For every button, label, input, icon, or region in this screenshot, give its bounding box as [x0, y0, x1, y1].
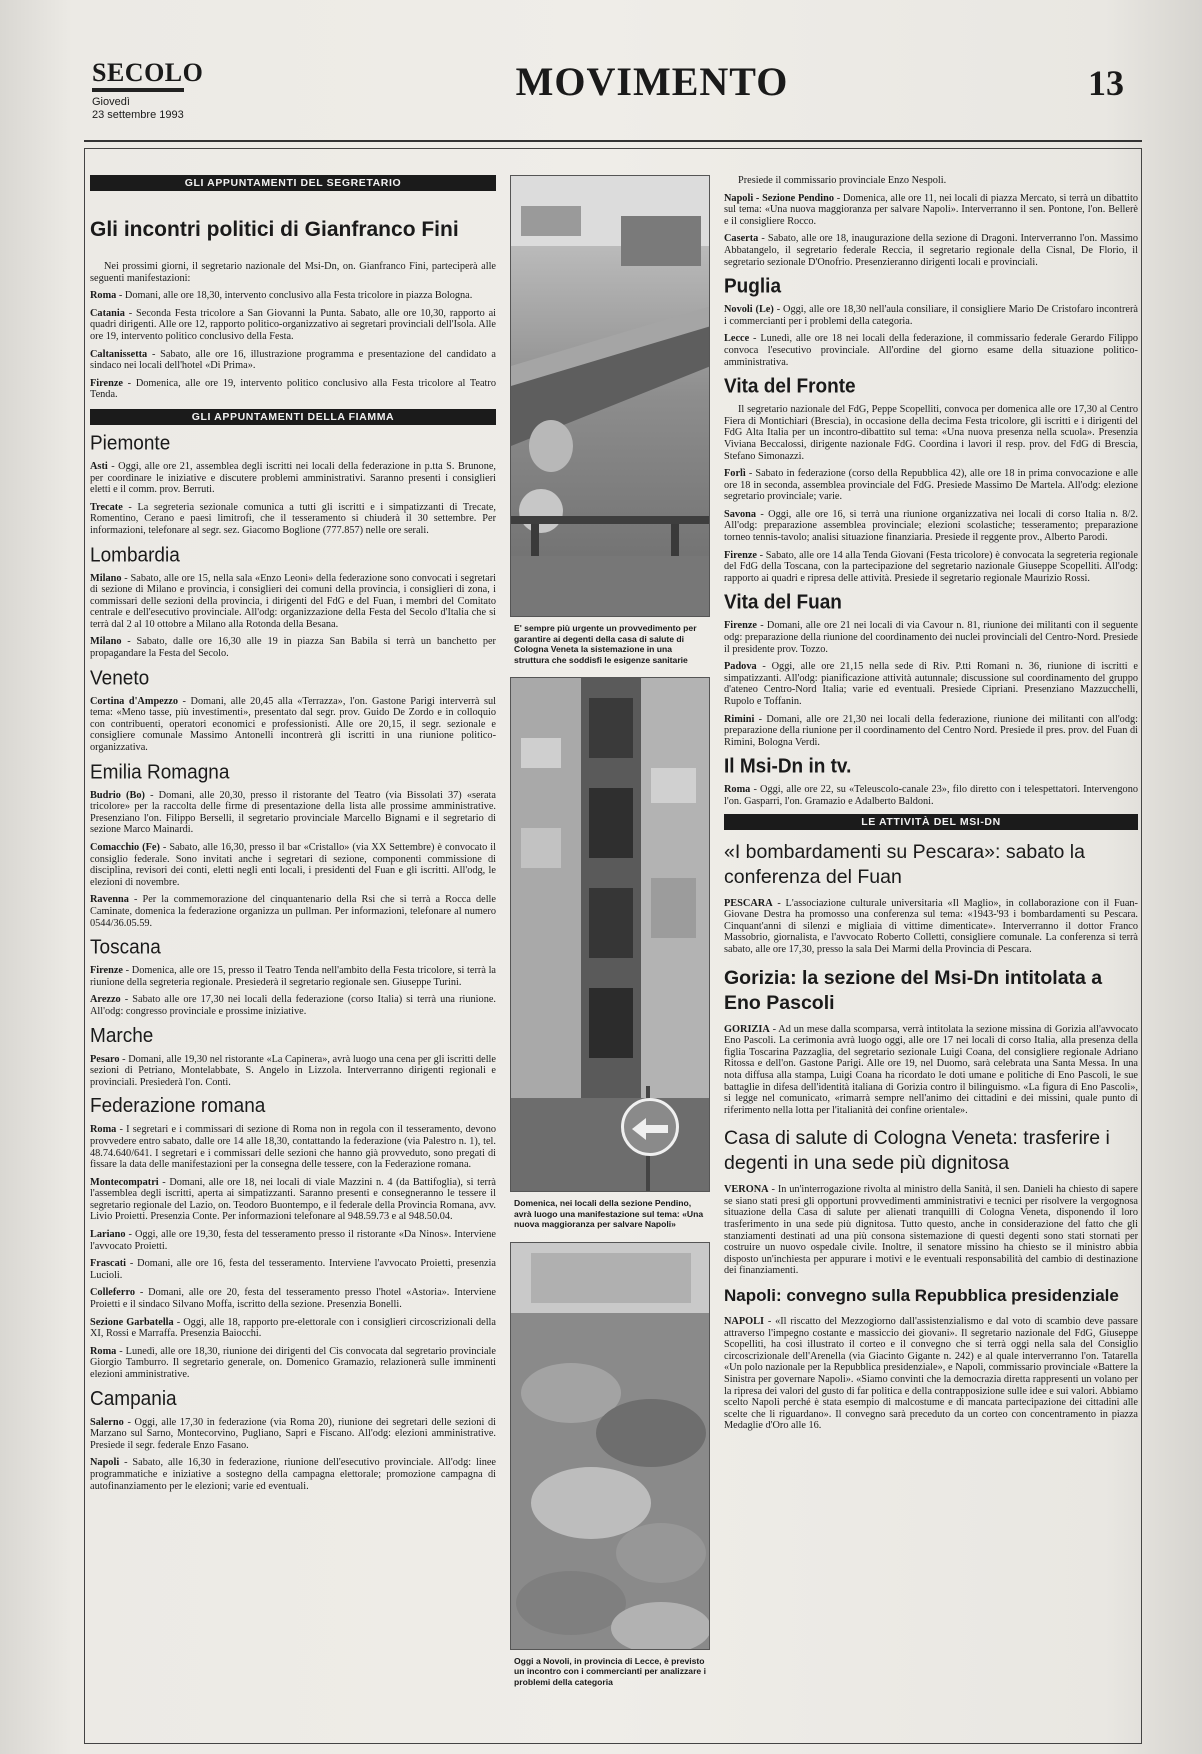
fini-item	[90, 349, 496, 372]
item-text: Presiede il commissario provinciale Enzo Nespoli.	[738, 175, 947, 186]
item-text: - Oggi, alle ore 18,30 nell'aula consiliare, il consigliere Mario De Cristofaro incontrerà i commercianti per i problemi della categoria.	[724, 304, 1138, 327]
item-location: Salerno	[90, 1416, 124, 1428]
item-text: - Oggi, alle ore 22, su «Teleuscolo-canale 23», filo diretto con i telespettatori. Intervengono l'on. Gasparri, l'on. Gramazio e Adalberto Baldoni.	[724, 784, 1138, 807]
heading-fronte: Vita del Fronte	[724, 375, 856, 398]
puglia-items	[724, 304, 1138, 368]
column-left	[90, 175, 496, 1498]
fuan-item	[724, 714, 1138, 749]
region-item	[90, 790, 496, 836]
issue-day: Giovedì	[92, 96, 130, 108]
fuan-item	[724, 661, 1138, 707]
region-heading: Veneto	[90, 667, 150, 690]
item-text: - Domani, alle 20,45 alla «Terrazza», l'on. Gastone Parigi interverrà sul tema: «Meno tasse, più investimenti», presentato dal segr. prov. Guido De Zordo e in colloquio con contribuenti, operatori economici e professionisti. Alle ore 20,15, il segr. sezionale e consigliere comunale Massimo Antonelli incontrerà gli iscritti in una riunione politico-organizzativa.	[90, 695, 496, 754]
item-location: Caserta	[724, 233, 759, 245]
fronte-item	[724, 404, 1138, 462]
fronte-item	[724, 550, 1138, 585]
item-text: - Oggi, alle ore 21,15 nella sede di Riv. P.tti Romani n. 36, riunione di iscritti e simpatizzanti. All'odg: pianificazione attività autunnale; discussione sul coordinamento del gruppo d'ateneo Centro-Nord Italia; varie ed eventuali. Presiede Cipriani. Presenziano Mazzucchelli, Rupolo e Toffanin.	[724, 661, 1138, 707]
region-heading: Toscana	[90, 936, 161, 959]
item-location: Firenze	[724, 549, 757, 561]
fini-item	[90, 308, 496, 343]
header-rule	[84, 140, 1142, 142]
headline-napoli: Napoli: convegno sulla Repubblica presidenziale	[724, 1286, 1119, 1306]
region-item	[90, 994, 496, 1017]
item-text: - Domani, alle ore 20, festa del tesseramento presso l'hotel «Astoria». Interviene Proietti e il sindaco Silvano Moffa, iscritto della sezione. Presenzia Bonelli.	[90, 1287, 496, 1311]
photo-caption-2: Domenica, nei locali della sezione Pendino, avrà luogo una manifestazione sul tema: «Una nuova maggioranza per salvare Napoli»	[514, 1198, 704, 1229]
region-items	[90, 1417, 496, 1493]
fuan-items	[724, 620, 1138, 748]
item-text: Il segretario nazionale del FdG, Peppe Scopelliti, convoca per domenica alle ore 17,30 al Centro Fiera di Montichiari (Brescia), in occasione della decima Festa tricolore, gli iscritti e i dirigenti del FdG Alta Italia per un incontro-dibattito sul tema: «Una nuova presenza nella scuola». Presenzia Viviana Beccalossi, dirigente nazionale FdG. Coordina i lavori il resp. prov. del FdG di Brescia, Stefano Simonazzi.	[724, 404, 1138, 462]
tv-item	[724, 784, 1138, 807]
item-location: Montecompatri	[90, 1176, 159, 1188]
item-location: Caltanissetta	[90, 348, 148, 360]
item-text: - Sabato in federazione (corso della Repubblica 42), alle ore 18 in prima convocazione e alle ore 18 in seconda, assemblea provinciale del FdG. Presiede Massimo De Martela. All'odg: elezione segretario provinciale; varie.	[724, 468, 1138, 503]
column-right	[724, 175, 1138, 1438]
article-cologna	[724, 1184, 1138, 1277]
page-number: 13	[1088, 63, 1124, 103]
heading-tv: Il Msi-Dn in tv.	[724, 755, 852, 778]
item-location: Forlì	[724, 468, 746, 480]
item-text: - Sabato, alle ore 16, illustrazione programma e presentazione del candidato a sindaco nei locali dell'hotel «Di Prima».	[90, 348, 496, 372]
heading-fuan: Vita del Fuan	[724, 591, 842, 614]
intro-paragraph: Nei prossimi giorni, il segretario nazionale del Msi-Dn, on. Gianfranco Fini, parteciperà alle seguenti manifestazioni:	[90, 261, 496, 284]
region-item	[90, 1229, 496, 1252]
item-location: Milano	[90, 636, 122, 648]
item-location: Roma	[90, 1345, 117, 1357]
item-text: - Sabato alle ore 17,30 nei locali della federazione (corso Italia) si terrà una riunione. All'odg: congresso provinciale e prossime iniziative.	[90, 994, 496, 1017]
puglia-item	[724, 333, 1138, 368]
region-items	[90, 1124, 496, 1380]
region-item	[90, 842, 496, 888]
region-items	[90, 461, 496, 537]
item-location: Napoli - Sezione Pendino	[724, 192, 835, 204]
item-text: - Domani, alle ore 18, nei locali di viale Mazzini n. 4 (da Battifoglia), si terrà l'assemblea degli iscritti, aperta ai simpatizzanti. Saranno presenti e consegneranno le tessere il segretario regionale del Lazio, on. Teodoro Buontempo, e il federale della Provincia Romana, avv. Livio Proietti. Presenzia Conte. Per informazioni telefonare al 948.59.73 e al 948.50.04.	[90, 1176, 496, 1223]
item-location: Lecce	[724, 333, 750, 345]
region-item	[90, 1417, 496, 1452]
item-text: - Domani, alle 19,30 nel ristorante «La Capinera», avrà luogo una cena per gli iscritti delle sezioni di Petriano, Montelabbate, S. Angelo in Lizzola. Interverranno dirigenti regionali e provinciali. Presiederà l'on. Conti.	[90, 1053, 496, 1088]
item-location: Rimini	[724, 713, 755, 725]
item-location: Budrio (Bo)	[90, 789, 145, 801]
item-text: - Seconda Festa tricolore a San Giovanni la Punta. Sabato, alle ore 10,30, rapporto ai quadri dirigenti. Alle ore 12, rapporto politico-organizzativo ai segretari provinciali dell'Isola. Alle ore 19, intervento politico conclusivo della Festa.	[90, 307, 496, 342]
region-heading: Marche	[90, 1024, 154, 1048]
fini-appointments	[90, 290, 496, 401]
photo-cologna-veneta	[510, 175, 710, 617]
region-items	[90, 965, 496, 1017]
article-cologna-text: - In un'interrogazione rivolta al ministro della Sanità, il sen. Danieli ha chiesto di sapere se siano stati presi gli opportuni provvedimenti amministrativi e tecnici per risolvere la vergognosa situazione della Casa di salute per alienati tranquilli di Cologna Veneta, disponendo il loro trasferimento in una sede più dignitosa. Tutto questo, anche in considerazione del fatto che gli stanziamenti destinati ad una più consona sistemazione di questi degenti sono stati stornati per costruire un nuovo ospedale civile. Inoltre, il senatore missino ha chiesto se il ministro abbia disposto un'inchiesta per appurare i motivi e le eventuali responsabilità del cambio di destinazione dei finanziamenti.	[724, 1184, 1138, 1277]
item-location: Arezzo	[90, 994, 121, 1006]
photo-caption-3: Oggi a Novoli, in provincia di Lecce, è previsto un incontro con i commercianti per analizzare i problemi della categoria	[514, 1655, 706, 1687]
item-location: Novoli (Le)	[724, 304, 774, 316]
item-text: - Domenica, alle ore 19, intervento politico conclusivo alla Festa tricolore al Teatro Tenda.	[90, 377, 496, 401]
item-text: - Oggi, alle 17,30 in federazione (via Roma 20), riunione dei segretari delle sezioni di Marzano sul Sarno, Montecorvino, Pugliano, Sapri e Fiscano. All'odg: elezioni amministrative. Presiede il segr. federale Enzo Fasano.	[90, 1416, 496, 1451]
item-location: Savona	[724, 508, 757, 520]
item-text: - I segretari e i commissari di sezione di Roma non in regola con il tesseramento, devono provvedere entro sabato, dalle ore 14 alle 18,30, contattando la federazione (via Palestro n. 1), tel. 48.74.640/641. I segretari e i commissari delle sezioni che hanno già provveduto, sono pregati di fissare la data delle manifestazioni per la consegna delle tessere, con la Federazione romana.	[90, 1124, 496, 1171]
region-item	[90, 1346, 496, 1381]
region-item	[90, 894, 496, 929]
item-text: - Oggi, alle ore 19,30, festa del tesseramento presso il ristorante «Da Ninos». Interviene l'avvocato Proietti.	[90, 1229, 496, 1252]
region-items	[90, 573, 496, 660]
newspaper-logo: SECOLO	[92, 58, 204, 87]
banner-attivita: LE ATTIVITÀ DEL MSI-DN	[724, 814, 1138, 830]
item-location: Firenze	[724, 620, 757, 632]
article-napoli	[724, 1316, 1138, 1432]
item-text: - Sabato, alle ore 18, inaugurazione della sezione di Dragoni. Interverranno l'on. Massimo Abbatangelo, il segretario federale Reccia, il segretario regionale della Cisnal, De Florio, il segretario sezionale D'Onofrio. Presenzieranno dirigenti locali e provinciali.	[724, 233, 1138, 268]
item-location: Catania	[90, 307, 125, 319]
region-items	[90, 1054, 496, 1089]
item-text: - Oggi, alle 18, rapporto pre-elettorale con i consiglieri circoscrizionali della XI, Rossi e Marraffa. Presenzia Baiocchi.	[90, 1316, 496, 1340]
fronte-items	[724, 404, 1138, 584]
item-text: - Oggi, alle ore 16, si terrà una riunione organizzativa nei locali di corso Italia n. 8/2. All'odg: preparazione assemblea provinciale; elezioni scolastiche; tesseramento; preparazione torneo tennis-tavolo; analisi situazione finanziaria. Presiede il reggente prov., Alberto Parodi.	[724, 508, 1138, 544]
photo-novoli-market	[510, 1242, 710, 1650]
dateline-verona: VERONA	[724, 1184, 769, 1196]
dateline-pescara: PESCARA	[724, 897, 773, 909]
fini-item	[90, 378, 496, 401]
item-location: Frascati	[90, 1258, 127, 1270]
item-location: Colleferro	[90, 1287, 135, 1299]
fuan-item	[724, 620, 1138, 655]
issue-date: 23 settembre 1993	[92, 109, 184, 121]
item-text: - Domani, alle 20,30, presso il ristorante del Teatro (via Bissolati 37) «serata tricolore» per la raccolta delle firme di presentazione della lista alle prossime amministrative. Presenziano l'on. Filippo Berselli, il segretario provinciale Marcello Bignami e il segretario di sezione Marco Mainardi.	[90, 789, 496, 836]
headline-pescara: «I bombardamenti su Pescara»: sabato la conferenza del Fuan	[724, 840, 1085, 888]
fronte-item	[724, 468, 1138, 503]
regional-appointments	[90, 433, 496, 1492]
tv-items	[724, 784, 1138, 807]
region-items	[90, 790, 496, 930]
headline-fini: Gli incontri politici di Gianfranco Fini	[90, 218, 459, 241]
arrow-shaft	[638, 1125, 668, 1133]
region-heading: Lombardia	[90, 543, 180, 566]
item-location: Padova	[724, 661, 757, 673]
article-gorizia-text: - Ad un mese dalla scomparsa, verrà intitolata la sezione missina di Gorizia all'avvocato Eno Pascoli. La cerimonia avrà luogo oggi, alle ore 17 nei locali di corso Italia, alla presenza della figlia Toscarina Pazzaglia, del segretario sezionale Luigi Coana, del consigliere regionale Adriano Ritossa e dell'on. Gastone Parigi. Alle ore 19, nel Duomo, sarà celebrata una Santa Messa. In una nota diffusa alla stampa, Luigi Coana ha ricordato le doti umane e politiche di Eno Pascoli, le sue battaglie in difesa dell'identità italiana di Gorizia contro il bilinguismo. «La figura di Eno Pascoli», si legge nel comunicato, «rimarrà sempre nell'animo dei cittadini e dei missini, quale punto di riferimento nella lotta per l'italianità dei confine orientale».	[724, 1023, 1138, 1116]
item-location: Firenze	[90, 377, 123, 389]
item-location: Sezione Garbatella	[90, 1316, 174, 1328]
campania-item	[724, 175, 1138, 187]
item-location: Pesaro	[90, 1053, 120, 1065]
photo-caption-1: E' sempre più urgente un provvedimento per garantire ai degenti della casa di salute di Cologna Veneta la sistemazione in una struttura che soddisfi le esigenze sanitarie	[514, 623, 697, 665]
region-item	[90, 1054, 496, 1089]
heading-puglia: Puglia	[724, 275, 782, 298]
region-item	[90, 636, 496, 659]
region-item	[90, 1287, 496, 1310]
item-text: - Domani, alle ore 16, festa del tesseramento. Interviene l'avvocato Proietti, presenzia Lucioli.	[90, 1258, 496, 1281]
item-text: - Domenica, alle ore 11, nei locali di piazza Mercato, si terrà un dibattito sul tema: «Una nuova maggioranza per salvare Napoli». Interverranno il sen. Pontone, l'on. Bellerè e il consigliere Rocco.	[724, 192, 1139, 227]
region-heading: Piemonte	[90, 432, 171, 455]
item-location: Trecate	[90, 501, 123, 513]
section-title: MOVIMENTO	[515, 59, 789, 104]
item-text: - Domani, alle ore 21,30 nei locali della federazione, riunione dei militanti con all'odg: preparazione della riunione per il coordinamento del Centro Nord. Presiede il pres. prov. del Fuan di Rimini, Bologna Verdi.	[724, 713, 1138, 748]
region-item	[90, 965, 496, 988]
article-gorizia	[724, 1024, 1138, 1117]
no-entry-sign-icon	[621, 1098, 679, 1156]
item-location: Asti	[90, 460, 108, 472]
region-heading: Federazione romana	[90, 1095, 266, 1118]
banner-secretary: GLI APPUNTAMENTI DEL SEGRETARIO	[90, 175, 496, 191]
region-item	[90, 1258, 496, 1281]
column-photos	[510, 175, 710, 1699]
banner-fiamma: GLI APPUNTAMENTI DELLA FIAMMA	[90, 409, 496, 425]
article-pescara	[724, 898, 1138, 956]
region-item	[90, 1177, 496, 1223]
item-location: Lariano	[90, 1229, 126, 1241]
dateline-gorizia: GORIZIA	[724, 1023, 770, 1035]
masthead	[92, 52, 1132, 128]
item-text: - La segreteria sezionale comunica a tutti gli iscritti e i simpatizzanti di Trecate, Romentino, Cerano e paesi limitrofi, che il tesseramento si chiuderà il 30 settembre. Per informazioni, telefonare al segr. sez. Giacomo Boglione (777.857) nelle ore serali.	[90, 501, 496, 536]
fini-item	[90, 290, 496, 302]
item-location: Roma	[724, 784, 751, 796]
logo-underline	[92, 88, 184, 92]
region-heading: Campania	[90, 1388, 177, 1411]
region-item	[90, 696, 496, 754]
campania-item	[724, 193, 1138, 228]
article-napoli-text: - «Il riscatto del Mezzogiorno dall'assistenzialismo e dal voto di scambio deve passare attraverso l'impegno costante e massiccio dei giovani». Il segretario nazionale del FdG, Giuseppe Scopelliti, ha così illustrato il corteo e il convegno che si terrà oggi nella sala del Consiglio circoscrizionale dell'Arenella (via Giacinto Gigante n. 242) e al quale interverranno l'on. Tatarella «Un polo nazionale per la Repubblica presidenziale», e Napoli, commissario provinciale «Battere la Sinistra per governare Napoli». «Siamo convinti che la democrazia diretta rappresenti un volano per la ripresa dei valori del gusto di far politica e della contrapposizione sulle idee e sui valori. Abbiamo scelto Napoli perché è stata esempio di malcostume e di mancata partecipazione dei cittadini alle scelte che li riguardano». Il convegno sarà preceduto da un corteo con concentramento in piazza Medaglie d'Oro alle 16.	[724, 1316, 1138, 1432]
item-text: - Sabato, alle 16,30 in federazione, riunione dell'esecutivo provinciale. All'odg: linee programmatiche e iniziative a sostegno della campagna elettorale; promozione campagna di autofinanziamento per le elezioni; varie ed eventuali.	[90, 1457, 496, 1492]
dateline-napoli: NAPOLI	[724, 1316, 765, 1328]
item-text: - Lunedì, alle ore 18 nei locali della federazione, il commissario federale Gerardo Filippo convoca l'esecutivo provinciale. All'ordine del giorno esame della situazione politico-amministrativa.	[724, 333, 1138, 368]
item-location: Firenze	[90, 965, 123, 977]
campania-item	[724, 233, 1138, 268]
item-text: - Domani, alle ore 21 nei locali di via Cavour n. 81, riunione dei militanti con il seguente odg: preparazione della riunione del coordinamento dei nuclei provinciali del Centro-Nord. Presiede il presidente prov. Tozzo.	[724, 620, 1138, 655]
region-item	[90, 1457, 496, 1492]
item-text: - Sabato, alle ore 14 alla Tenda Giovani (Festa tricolore) è convocata la segreteria regionale del FdG della Toscana, con la partecipazione del segretario nazionale Giuseppe Scopelliti. All'odg: rapporto ai quadri e ripresa delle attività. Presiede il segretario regionale Maurizio Rossi.	[724, 549, 1138, 584]
region-item	[90, 502, 496, 537]
item-text: - Domani, alle ore 18,30, intervento conclusivo alla Festa tricolore in piazza Bologna.	[116, 290, 473, 302]
photo-napoli-street	[510, 677, 710, 1192]
item-location: Cortina d'Ampezzo	[90, 695, 179, 707]
item-location: Ravenna	[90, 894, 129, 906]
item-text: - Sabato, dalle ore 16,30 alle 19 in piazza San Babila si terrà un banchetto per propagandare la Festa del Secolo.	[90, 636, 496, 660]
item-text: - Per la commemorazione del cinquantenario della Rsi che si terrà a Rocca delle Caminate, domenica la federazione organizza un pullman. Per informazioni, telefonare al numero 0544/36.05.59.	[90, 894, 496, 929]
article-pescara-text: - L'associazione culturale universitaria «Il Maglio», in collaborazione con il Fuan-Giovane Destra ha promosso una conferenza sul tema: «1943-'93 i bombardamenti su Pescara. Cinquant'anni di silenzi e migliaia di vittime dimenticate». Interverranno il dottor Franco Massobrio, giornalista, e l'avvocato Roberto Colletti, consigliere comunale. La conferenza si terrà sabato, alle ore 17,30, presso la sala Dei Marmi della Provincia di Pescara.	[724, 897, 1138, 955]
region-item	[90, 461, 496, 496]
campania-continued	[724, 175, 1138, 268]
item-location: Roma	[90, 1124, 117, 1136]
headline-cologna: Casa di salute di Cologna Veneta: trasferire i degenti in una sede più dignitosa	[724, 1127, 1110, 1175]
region-items	[90, 696, 496, 754]
item-text: - Domenica, alle ore 15, presso il Teatro Tenda nell'ambito della Festa tricolore, si terrà la riunione della segreteria regionale. Presiederà il segretario regionale sen. Giuseppe Turini.	[90, 965, 496, 988]
item-text: - Lunedì, alle ore 18,30, riunione dei dirigenti del Cis convocata dal segretario provinciale Giorgio Tamburro. Il segretario generale, on. Domenico Gramazio, relazionerà sulle imminenti elezioni amministrative.	[90, 1345, 496, 1380]
item-location: Roma	[90, 290, 117, 302]
item-location: Napoli	[90, 1457, 120, 1469]
region-item	[90, 1317, 496, 1340]
headline-gorizia: Gorizia: la sezione del Msi-Dn intitolata a Eno Pascoli	[724, 966, 1103, 1014]
region-item	[90, 1124, 496, 1170]
item-location: Milano	[90, 572, 122, 584]
fronte-item	[724, 509, 1138, 544]
puglia-item	[724, 304, 1138, 327]
region-heading: Emilia Romagna	[90, 761, 230, 784]
item-text: - Oggi, alle ore 21, assemblea degli iscritti nei locali della federazione in p.tta S. Brunone, per coordinare le iniziative e discutere problemi amministrativi. Saranno presenti i consiglieri eletti e il comm. prov. Berruti.	[90, 460, 496, 496]
item-text: - Sabato, alle 16,30, presso il bar «Cristallo» (via XX Settembre) è convocato il consiglio federale. Sono invitati anche i segretari di sezione, componenti commissione di disciplina, revisori dei conti, eletti negli enti locali, i presidenti del Fuan e gli iscritti. All'odg, le elezioni di novembre.	[90, 842, 496, 888]
item-text: - Sabato, alle ore 15, nella sala «Enzo Leoni» della federazione sono convocati i segretari di sezione di Milano e provincia, i consiglieri dei comuni della provincia, i consiglieri di zona, i commissari delle sezioni della provincia, i dirigenti del FdG e del Fuan, i membri del Comitato centrale e dell'esecutivo provinciale. All'odg: organizzazione della Festa del Secolo d'Italia che si terrà dal 2 al 10 ottobre a Milano alla Rotonda della Besana.	[90, 572, 496, 630]
item-location: Comacchio (Fe)	[90, 842, 160, 853]
region-item	[90, 573, 496, 631]
